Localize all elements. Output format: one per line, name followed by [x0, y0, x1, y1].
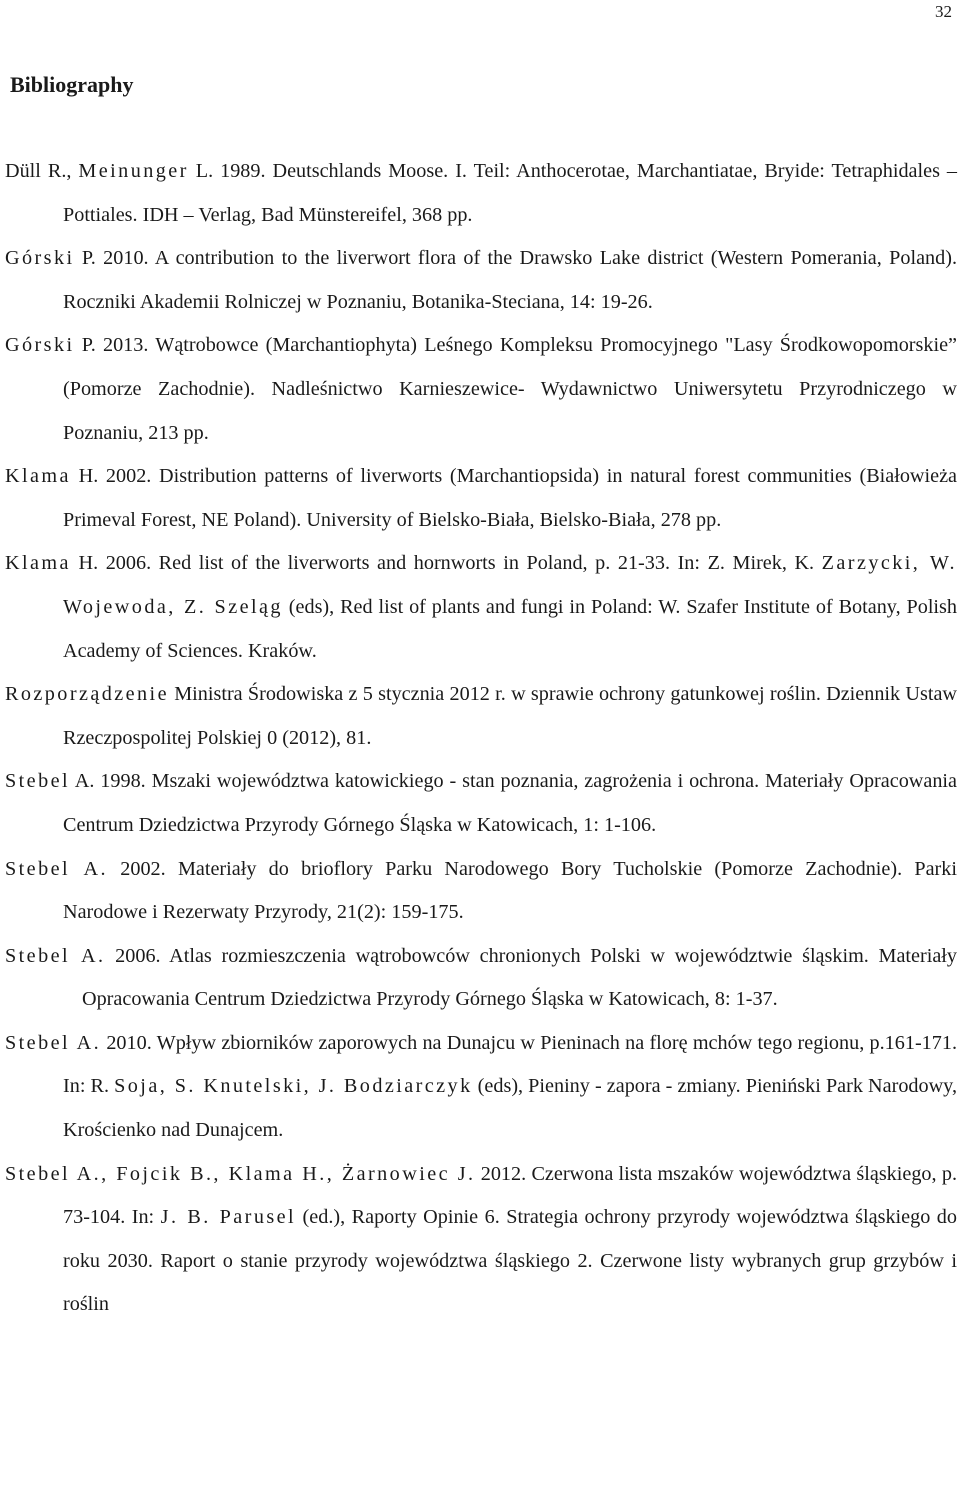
reference-author: Górski: [5, 334, 75, 357]
reference-text: L. 1989. Deutschlands Moose. I. Teil: Anthocerotae, Marchantiatae, Bryide: Tetraphidales – Pottiales. IDH – Verlag, Bad Münstereifel, 368 pp.: [63, 160, 957, 226]
reference-author: Rozporządzenie: [5, 683, 169, 706]
reference-editors: J. B. Parusel: [160, 1206, 297, 1229]
reference-text: A. 1998. Mszaki województwa katowickiego - stan poznania, zagrożenia i ochrona. Materiały Opracowania Centrum Dziedzictwa Przyrody Górnego Śląska w Katowicach, 1: 1-106.: [63, 770, 957, 836]
reference-item: [0, 760, 960, 847]
reference-text: H. 2002. Distribution patterns of liverworts (Marchantiopsida) in natural forest communities (Białowieża Primeval Forest, NE Poland). University of Bielsko-Biała, Bielsko-Biała, 278 pp.: [63, 465, 957, 531]
reference-text: H. 2006. Red list of the liverworts and hornworts in Poland, p. 21-33. In: Z. Mirek, K.: [70, 552, 822, 575]
reference-text: 2002. Materiały do brioflory Parku Narodowego Bory Tucholskie (Pomorze Zachodnie). Parki Narodowe i Rezerwaty Przyrody, 21(2): 159-175.: [63, 857, 957, 924]
reference-author: Górski: [5, 247, 75, 270]
page-title: Bibliography: [10, 72, 134, 97]
reference-editors: Soja, S. Knutelski, J. Bodziarczyk: [114, 1075, 473, 1098]
reference-item: [0, 150, 960, 237]
reference-text: Ministra Środowiska z 5 stycznia 2012 r. w sprawie ochrony gatunkowej roślin. Dziennik Ustaw Rzeczpospolitej Polskiej 0 (2012), 81.: [63, 683, 957, 749]
reference-author: Meinunger: [78, 160, 189, 182]
bibliography-list: [0, 150, 960, 1327]
reference-author: Stebel A.: [5, 857, 109, 880]
reference-item: [0, 455, 960, 542]
reference-text: Düll R.,: [5, 160, 79, 182]
reference-author: Stebel A., Fojcik B., Klama H., Żarnowiec J.: [5, 1162, 476, 1185]
reference-item: [0, 935, 960, 1022]
reference-author: Klama: [5, 552, 71, 575]
reference-item: [0, 848, 960, 935]
reference-text: (ed.), Raporty Opinie 6. Strategia ochrony przyrody województwa śląskiego do roku 2030. Raport o stanie przyrody województwa śląskiego 2. Czerwone listy wybranych grup grzybów i roślin: [63, 1206, 957, 1316]
reference-author: Stebel A.: [5, 944, 106, 967]
reference-text: 2012. Czerwona lista mszaków województwa śląskiego, p. 73-104. In:: [63, 1162, 957, 1229]
reference-item: [0, 1153, 960, 1327]
reference-author: Stebel A.: [5, 1031, 102, 1054]
reference-item: [0, 1022, 960, 1153]
reference-text: (eds), Pieniny - zapora - zmiany. Pieniński Park Narodowy, Krościenko nad Dunajcem.: [63, 1075, 958, 1142]
reference-author: Klama: [5, 465, 71, 488]
page-number: 32: [935, 2, 952, 21]
reference-item: [0, 673, 960, 760]
reference-text: 2010. Wpływ zbiorników zaporowych na Dunajcu w Pieninach na florę mchów tego regionu, p.161-171. In: R.: [63, 1031, 957, 1098]
reference-text: P. 2013. Wątrobowce (Marchantiophyta) Leśnego Kompleksu Promocyjnego "Lasy Środkowopomorskie” (Pomorze Zachodnie). Nadleśnictwo Karnieszewice- Wydawnictwo Uniwersytetu Przyrodniczego w Poznaniu, 213 pp.: [63, 334, 957, 444]
reference-item: [0, 237, 960, 324]
reference-text: (eds), Red list of plants and fungi in Poland: W. Szafer Institute of Botany, Polish Academy of Sciences. Kraków.: [63, 595, 957, 662]
reference-author: Stebel: [5, 770, 71, 793]
reference-text: 2006. Atlas rozmieszczenia wątrobowców chronionych Polski w województwie śląskim. Materiały Opracowania Centrum Dziedzictwa Przyrody Górnego Śląska w Katowicach, 8: 1-37.: [82, 944, 957, 1011]
reference-text: P. 2010. A contribution to the liverwort flora of the Drawsko Lake district (Western Pomerania, Poland). Roczniki Akademii Rolniczej w Poznaniu, Botanika-Steciana, 14: 19-26.: [63, 247, 957, 313]
reference-item: [0, 324, 960, 455]
reference-editors: Zarzycki, W. Wojewoda, Z. Szeląg: [63, 552, 957, 618]
reference-item: [0, 542, 960, 673]
